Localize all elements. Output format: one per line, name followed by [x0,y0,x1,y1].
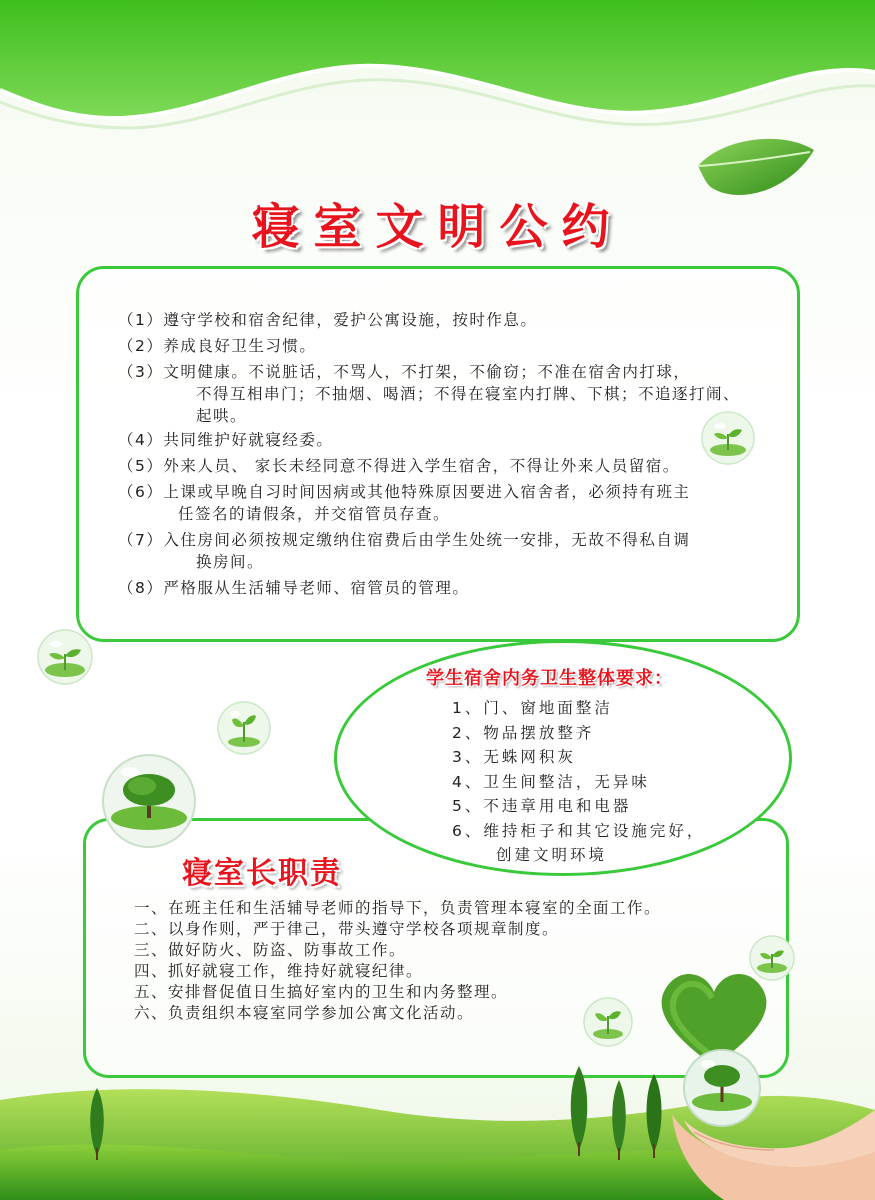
bubble-sprout-icon [36,628,94,686]
bubble-sprout-icon [700,410,756,466]
rule-item: （4）共同维护好就寝经委。 [118,431,334,449]
rule-item: （6）上课或早晚自习时间因病或其他特殊原因要进入宿舍者，必须持有班主 [118,483,691,501]
cypress-tree-icon [86,1088,108,1160]
duty-item: 五、安排督促值日生搞好室内的卫生和内务整理。 [134,983,509,1001]
rule-continuation: 任签名的请假条，并交宿管员存查。 [178,505,451,523]
bubble-sprout-icon [216,700,272,756]
page-title: 寝室文明公约 [251,199,624,255]
hygiene-item: 4、卫生间整洁，无异味 [452,772,650,791]
hygiene-item: 1、门、窗地面整洁 [452,699,613,717]
hygiene-title: 学生宿舍内务卫生整体要求： [426,668,673,689]
bubble-sprout-icon [582,996,634,1048]
rule-item: （5）外来人员、 家长未经同意不得进入学生宿舍，不得让外来人员留宿。 [118,457,680,475]
rule-item: （2）养成良好卫生习惯。 [118,337,317,355]
rule-item: （1）遵守学校和宿舍纪律，爱护公寓设施，按时作息。 [118,311,538,329]
rule-continuation: 不得互相串门；不抽烟、喝酒；不得在寝室内打牌、下棋；不追逐打闹、 [196,385,741,403]
leader-title: 寝室长职责 [182,856,342,891]
duty-item: 三、做好防火、防盗、防事故工作。 [134,941,407,959]
tree-globe-icon [100,752,198,850]
rule-item: （3）文明健康。不说脏话，不骂人，不打架，不偷窃；不准在宿舍内打球， [118,363,691,381]
rule-item: （7）入住房间必须按规定缴纳住宿费后由学生处统一安排，无故不得私自调 [118,531,691,549]
rule-continuation: 起哄。 [196,407,248,425]
rule-continuation: 换房间。 [196,553,265,571]
cypress-tree-icon [566,1066,592,1156]
hygiene-item: 5、不违章用电和电器 [452,797,632,815]
hygiene-list [452,696,705,868]
duty-item: 二、以身作则，严于律己，带头遵守学校各项规章制度。 [134,920,560,938]
hygiene-item: 2、物品摆放整齐 [452,723,595,742]
hygiene-item: 3、无蛛网积灰 [452,748,576,766]
hygiene-item: 6、维持柜子和其它设施完好， [452,821,706,840]
duty-item: 六、负责组织本寝室同学参加公寓文化活动。 [134,1004,475,1022]
hygiene-item-continuation: 创建文明环境 [496,846,608,864]
hands-icon [664,1040,875,1200]
rule-item: （8）严格服从生活辅导老师、宿管员的管理。 [118,579,470,597]
cypress-tree-icon [642,1074,666,1158]
duty-item: 一、在班主任和生活辅导老师的指导下，负责管理本寝室的全面工作。 [134,899,662,917]
duty-item: 四、抓好就寝工作，维持好就寝纪律。 [134,962,424,980]
cypress-tree-icon [608,1080,630,1160]
top-wave-banner [0,0,875,140]
